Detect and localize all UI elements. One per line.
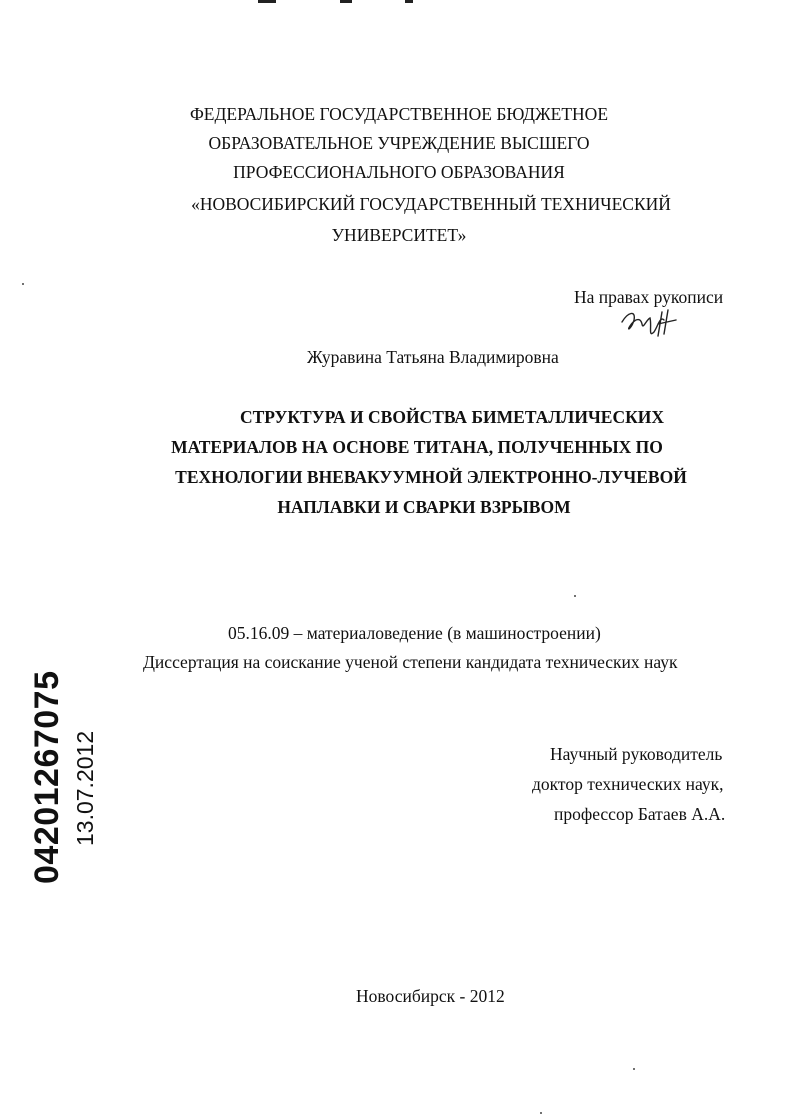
registration-date: 13.07.2012 [72, 730, 98, 846]
title-line: МАТЕРИАЛОВ НА ОСНОВЕ ТИТАНА, ПОЛУЧЕННЫХ ПО [171, 437, 663, 457]
registration-number: 04201267075 [28, 670, 66, 884]
manuscript-note: На правах рукописи [574, 287, 724, 307]
scan-speck [633, 1068, 635, 1070]
scan-speck [574, 595, 576, 597]
scan-artifact [405, 0, 413, 3]
supervisor-name: профессор Батаев А.А. [554, 804, 726, 824]
author-name: Журавина Татьяна Владимировна [307, 347, 559, 367]
scan-artifact [340, 0, 352, 3]
scan-speck [22, 283, 24, 285]
institution-line: ОБРАЗОВАТЕЛЬНОЕ УЧРЕЖДЕНИЕ ВЫСШЕГО [208, 133, 590, 153]
degree-statement: Диссертация на соискание ученой степени кандидата технических наук [143, 652, 678, 672]
title-line: СТРУКТУРА И СВОЙСТВА БИМЕТАЛЛИЧЕСКИХ [239, 407, 665, 427]
supervisor-degree: доктор технических наук, [532, 774, 724, 794]
city-year: Новосибирск - 2012 [356, 986, 505, 1006]
scan-artifact [258, 0, 276, 3]
title-line: ТЕХНОЛОГИИ ВНЕВАКУУМНОЙ ЭЛЕКТРОННО-ЛУЧЕВОЙ [175, 467, 687, 487]
institution-line: «НОВОСИБИРСКИЙ ГОСУДАРСТВЕННЫЙ ТЕХНИЧЕСКИЙ [191, 194, 671, 214]
title-line: НАПЛАВКИ И СВАРКИ ВЗРЫВОМ [277, 497, 571, 517]
institution-line: ПРОФЕССИОНАЛЬНОГО ОБРАЗОВАНИЯ [233, 162, 565, 182]
scan-speck [540, 1112, 542, 1114]
specialty-code: 05.16.09 – материаловедение (в машиностроении) [228, 623, 601, 643]
institution-line: УНИВЕРСИТЕТ» [331, 225, 467, 245]
signature-icon [618, 306, 680, 342]
supervisor-label: Научный руководитель [550, 744, 723, 764]
institution-line: ФЕДЕРАЛЬНОЕ ГОСУДАРСТВЕННОЕ БЮДЖЕТНОЕ [189, 104, 609, 124]
